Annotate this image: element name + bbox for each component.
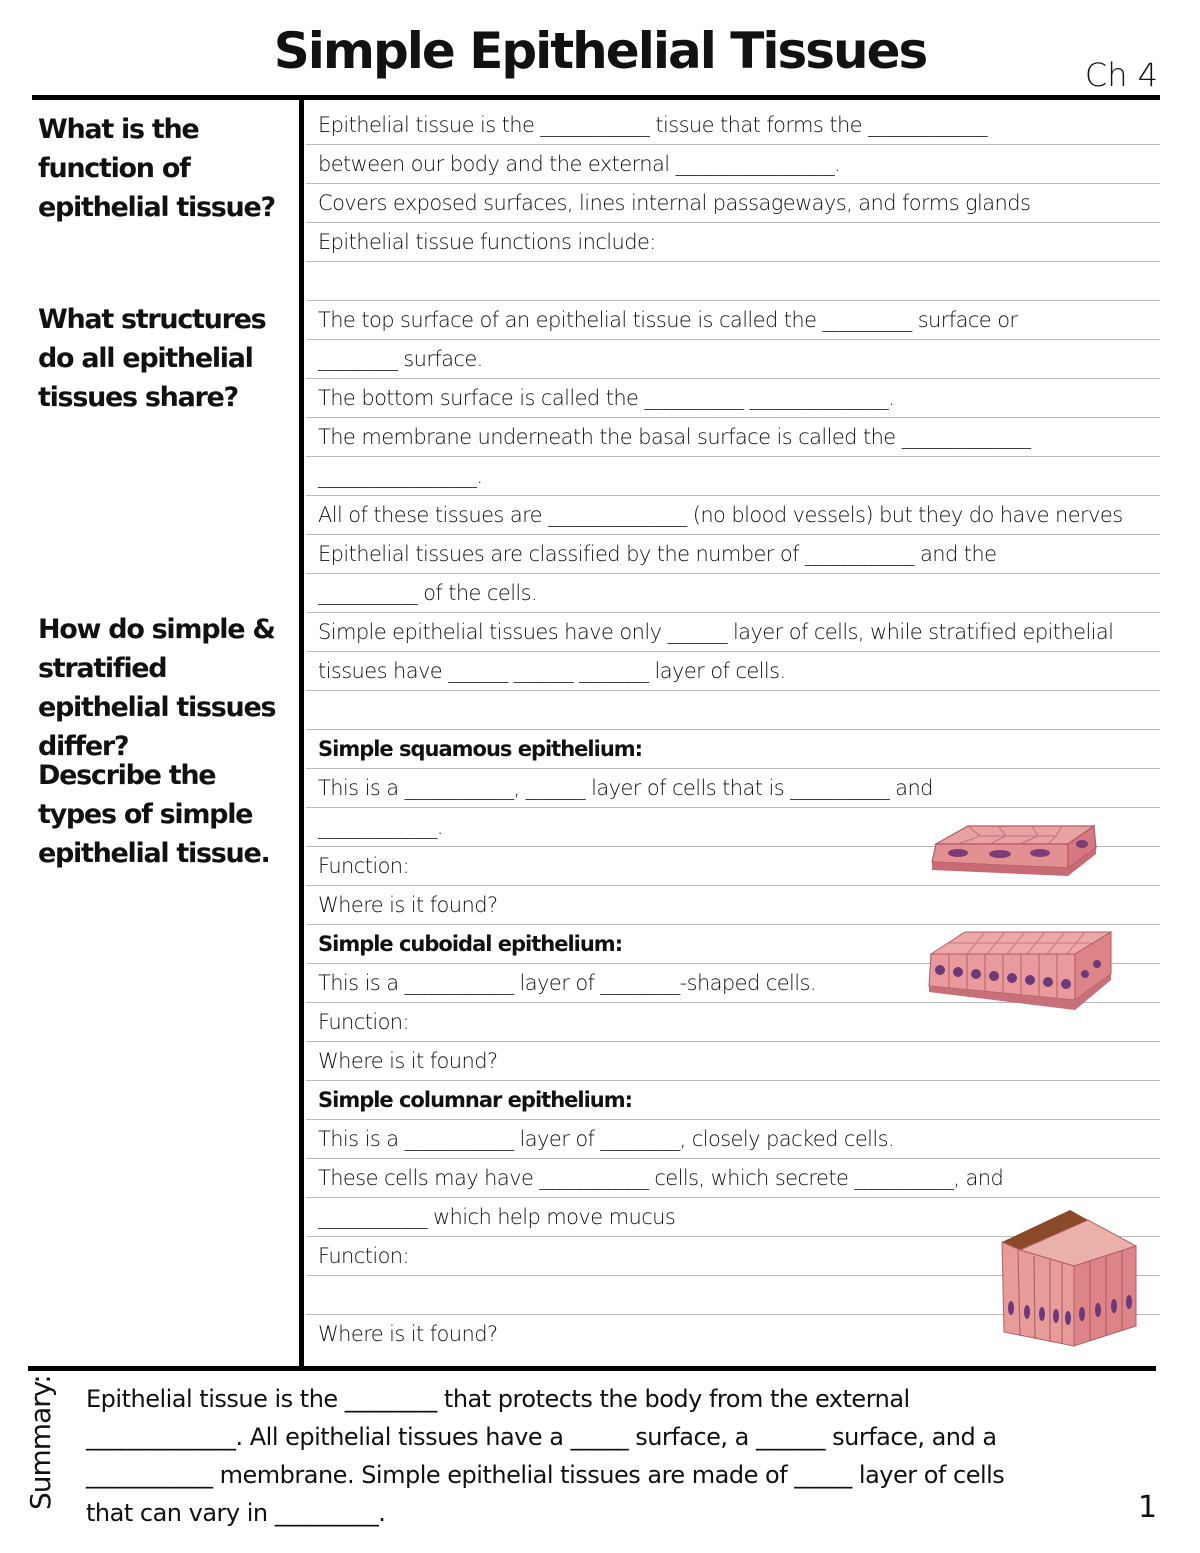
note-row: Epithelial tissue functions include:	[306, 223, 1160, 262]
note-row: ________________.	[306, 457, 1160, 496]
note-row: Function:	[306, 1003, 1160, 1042]
question-function: What is the function of epithelial tissue?	[38, 114, 275, 223]
page-number: 1	[1138, 1490, 1158, 1525]
note-row	[306, 262, 1160, 301]
note-heading: Simple squamous epithelium:	[306, 730, 1160, 769]
question-simple-vs-stratified: How do simple & stratified epithelial tissues differ?	[38, 614, 276, 762]
columnar-epithelium-illustration	[998, 1206, 1140, 1348]
summary-line: Epithelial tissue is the ________ that protects the body from the external	[86, 1385, 910, 1413]
note-row	[306, 691, 1160, 730]
note-row: Where is it found?	[318, 1322, 498, 1346]
top-rule	[32, 95, 1160, 100]
note-row: Where is it found?	[306, 886, 1160, 925]
note-row: This is a ___________ layer of ________-shaped cells.	[306, 964, 1160, 1003]
note-row: Epithelial tissue is the ___________ tissue that forms the ____________	[306, 106, 1160, 145]
note-row: Function:	[306, 847, 1160, 886]
summary-line: ___________ membrane. Simple epithelial tissues are made of _____ layer of cells	[86, 1461, 1005, 1489]
page-title: Simple Epithelial Tissues	[273, 22, 927, 80]
note-heading: Simple columnar epithelium:	[306, 1081, 1160, 1120]
squamous-epithelium-illustration	[928, 822, 1100, 884]
note-row: __________ of the cells.	[306, 574, 1160, 613]
note-row: Function:	[306, 1237, 1160, 1276]
note-row: Where is it found?	[306, 1042, 1160, 1081]
question-structures: What structures do all epithelial tissues share?	[38, 304, 266, 413]
note-row: This is a ___________ layer of ________, closely packed cells.	[306, 1120, 1160, 1159]
note-row: All of these tissues are ______________ (no blood vessels) but they do have nerves	[306, 496, 1160, 535]
cuboidal-epithelium-illustration	[925, 930, 1115, 1014]
note-row: Covers exposed surfaces, lines internal passageways, and forms glands	[306, 184, 1160, 223]
summary-label: Summary:	[24, 1375, 57, 1510]
summary-line: that can vary in _________.	[86, 1499, 386, 1527]
note-row: Epithelial tissues are classified by the number of ___________ and the	[306, 535, 1160, 574]
column-divider	[299, 98, 304, 1366]
summary-line: _____________. All epithelial tissues have a _____ surface, a ______ surface, and a	[86, 1423, 997, 1451]
note-heading: Simple cuboidal epithelium:	[306, 925, 1160, 964]
note-row: Simple epithelial tissues have only ______ layer of cells, while stratified epithelial	[306, 613, 1160, 652]
question-types: Describe the types of simple epithelial tissue.	[38, 760, 270, 869]
note-row: between our body and the external ________________.	[306, 145, 1160, 184]
chapter-label: Ch 4	[1084, 56, 1158, 94]
note-row: The bottom surface is called the __________ ______________.	[306, 379, 1160, 418]
note-row: The membrane underneath the basal surface is called the _____________	[306, 418, 1160, 457]
note-row: ____________.	[306, 808, 1160, 847]
summary-text	[86, 1380, 1146, 1532]
bottom-rule	[28, 1366, 1156, 1371]
note-row: ________ surface.	[306, 340, 1160, 379]
note-row: The top surface of an epithelial tissue is called the _________ surface or	[306, 301, 1160, 340]
note-row: This is a ___________, ______ layer of cells that is __________ and	[306, 769, 1160, 808]
note-row: These cells may have ___________ cells, which secrete __________, and	[306, 1159, 1160, 1198]
note-row: ___________ which help move mucus	[306, 1198, 1160, 1237]
note-row: tissues have ______ ______ _______ layer of cells.	[306, 652, 1160, 691]
